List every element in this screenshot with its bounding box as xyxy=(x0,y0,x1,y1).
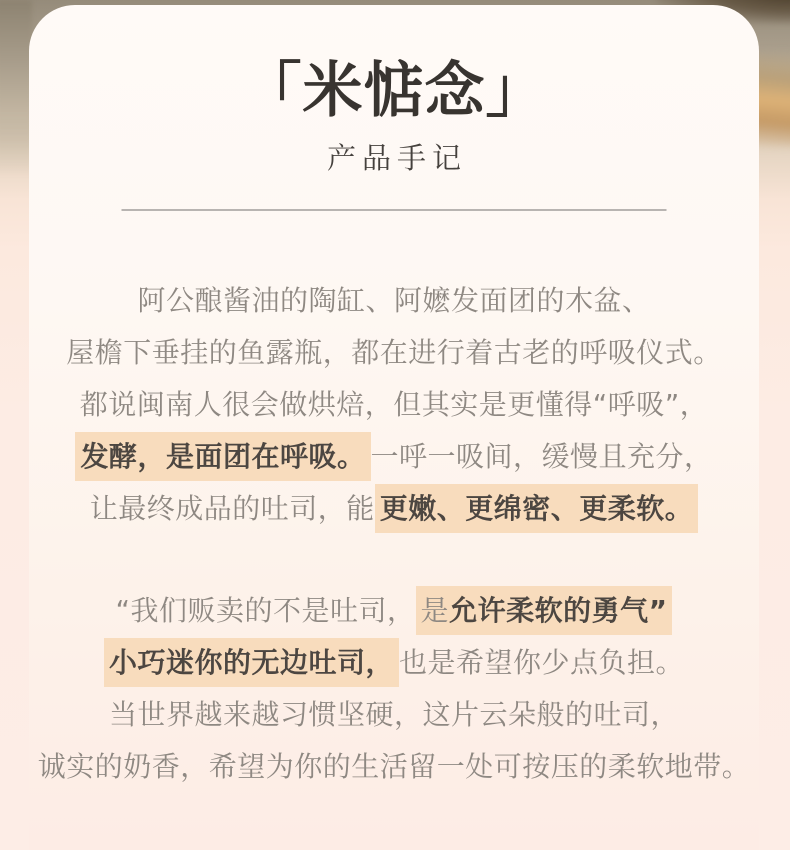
divider-line xyxy=(122,209,667,211)
product-notes-card xyxy=(29,5,759,850)
paragraph xyxy=(29,275,759,535)
text-line xyxy=(29,327,759,379)
regular-text: 让最终成品的吐司，能 xyxy=(89,492,375,525)
regular-text: 都说闽南人很会做烘焙，但其实是更懂得“呼吸”， xyxy=(79,388,709,421)
regular-text: 屋檐下垂挂的鱼露瓶，都在进行着古老的呼吸仪式。 xyxy=(66,336,722,369)
regular-text: 诚实的奶香，希望为你的生活留一处可按压的柔软地带。 xyxy=(37,750,751,783)
plain-text xyxy=(109,698,679,731)
text-line xyxy=(29,275,759,327)
regular-text: “我们贩卖的不是吐司， xyxy=(115,594,416,627)
regular-text: 阿公酿酱油的陶缸、阿嬷发面团的木盆、 xyxy=(137,284,651,317)
page-subtitle: 产品手记 xyxy=(326,141,467,175)
page-title: 「米惦念」 xyxy=(241,56,547,126)
highlighted-text xyxy=(416,586,673,635)
plain-text xyxy=(90,492,375,525)
plain-text xyxy=(66,336,722,369)
regular-text: 一呼一吸间，缓慢且充分， xyxy=(370,440,713,473)
plain-text xyxy=(116,594,416,627)
regular-text: 当世界越来越习惯坚硬，这片云朵般的吐司， xyxy=(108,698,679,731)
plain-text xyxy=(371,440,713,473)
plaster-texture-left xyxy=(0,0,32,175)
text-line xyxy=(29,431,759,483)
emphasis-text: 更嫩、更绵密、更柔软。 xyxy=(379,492,694,525)
highlighted-text xyxy=(375,484,699,533)
regular-text: 也是希望你少点负担。 xyxy=(399,646,685,679)
text-line xyxy=(29,585,759,637)
emphasis-text: 允许柔软的勇气” xyxy=(449,594,668,627)
highlighted-text xyxy=(75,432,370,481)
plain-text xyxy=(80,388,709,421)
text-line xyxy=(29,689,759,741)
plain-text xyxy=(399,646,684,679)
emphasis-text: 发酵，是面团在呼吸。 xyxy=(80,440,366,473)
highlighted-text xyxy=(104,638,399,687)
emphasis-text: 小巧迷你的无边吐司， xyxy=(108,646,394,679)
paragraph xyxy=(29,585,759,793)
plain-text xyxy=(38,750,751,783)
text-line xyxy=(29,741,759,793)
regular-text: 是 xyxy=(420,594,450,627)
text-line xyxy=(29,483,759,535)
text-line xyxy=(29,637,759,689)
text-line xyxy=(29,379,759,431)
body-text xyxy=(29,275,759,793)
plain-text xyxy=(137,284,650,317)
